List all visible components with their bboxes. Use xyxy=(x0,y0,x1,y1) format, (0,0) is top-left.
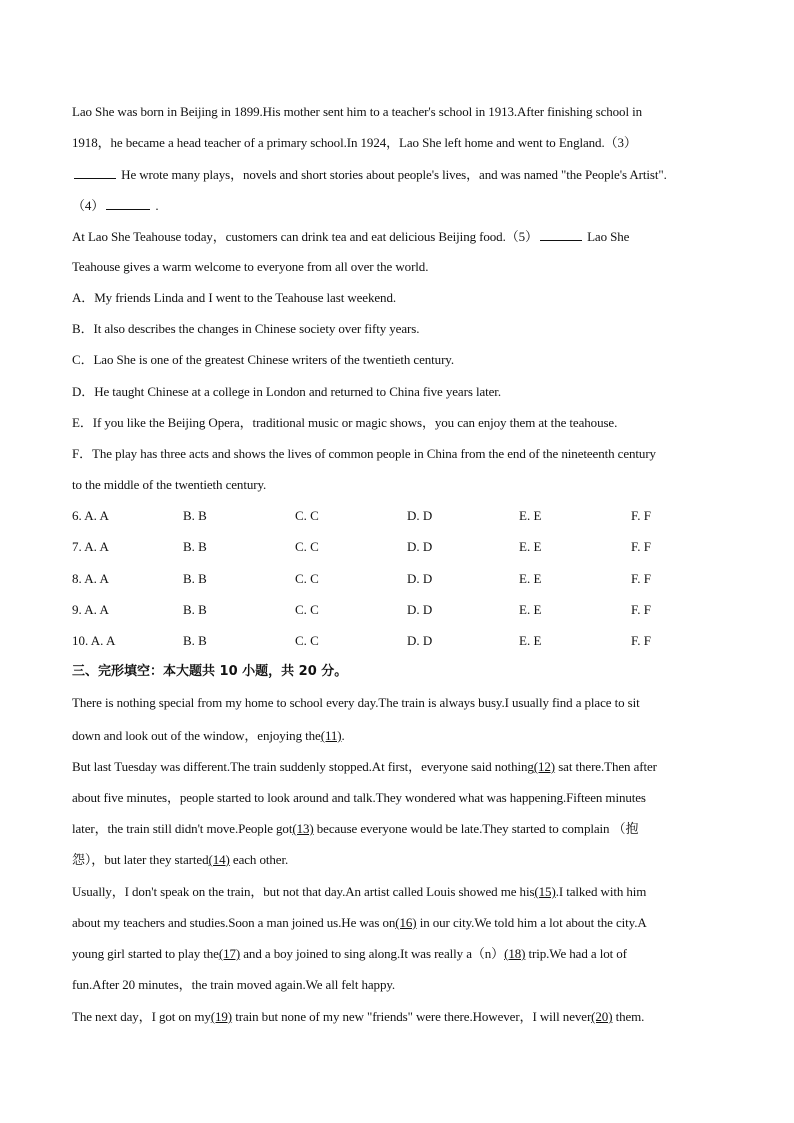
choice-text: A．My friends Linda and I went to the Teahouse last weekend. xyxy=(72,290,397,305)
option-b[interactable]: B. B xyxy=(183,539,207,554)
cloze-text: train but none of my new "friends" were there.However，I will never xyxy=(232,1009,592,1024)
option-f[interactable]: F. F xyxy=(631,633,651,648)
cloze-text: because everyone would be late.They started to complain （抱 xyxy=(313,821,639,836)
choice-e xyxy=(72,414,732,432)
choice-f xyxy=(72,445,732,463)
choice-f-continued xyxy=(72,476,732,494)
choice-text: C．Lao She is one of the greatest Chinese writers of the twentieth century. xyxy=(72,352,455,367)
option-d[interactable]: D. D xyxy=(407,508,433,523)
cloze-text: Usually，I don't speak on the train，but not that day.An artist called Louis showed me his xyxy=(72,884,535,899)
choice-c xyxy=(72,351,732,369)
passage-line-4 xyxy=(72,196,732,215)
option-c[interactable]: C. C xyxy=(295,602,319,617)
blank-4 xyxy=(106,196,150,210)
option-f[interactable]: F. F xyxy=(631,539,651,554)
cloze-line-4 xyxy=(72,789,732,807)
blank-3 xyxy=(74,165,116,179)
cloze-text: sat there.Then after xyxy=(555,759,657,774)
cloze-text: fun.After 20 minutes，the train moved again.We all felt happy. xyxy=(72,977,396,992)
cloze-line-11 xyxy=(72,1008,732,1026)
cloze-text: There is nothing special from my home to school every day.The train is always busy.I usually find a place to sit xyxy=(72,695,640,710)
cloze-text: The next day，I got on my xyxy=(72,1009,211,1024)
cloze-line-8 xyxy=(72,914,732,932)
option-e[interactable]: E. E xyxy=(519,539,542,554)
option-f[interactable]: F. F xyxy=(631,571,651,586)
passage-line-1 xyxy=(72,103,732,121)
cloze-line-10 xyxy=(72,976,732,994)
option-a[interactable]: 9. A. A xyxy=(72,602,109,617)
option-b[interactable]: B. B xyxy=(183,633,207,648)
cloze-text: trip.We had a lot of xyxy=(525,946,627,961)
section-title: 三、完形填空：本大题共 10 小题，共 20 分。 xyxy=(72,664,348,679)
cloze-text: about my teachers and studies.Soon a man joined us.He was on xyxy=(72,915,396,930)
option-d[interactable]: D. D xyxy=(407,633,433,648)
cloze-text: . xyxy=(341,728,345,743)
cloze-text: later，the train still didn't move.People got xyxy=(72,821,293,836)
option-e[interactable]: E. E xyxy=(519,602,542,617)
blank-19: (19) xyxy=(210,1009,233,1024)
blank-18: (18) xyxy=(504,946,526,961)
choice-text: to the middle of the twentieth century. xyxy=(72,477,267,492)
option-f[interactable]: F. F xyxy=(631,602,651,617)
cloze-text: and a boy joined to sing along.It was really a（n） xyxy=(240,946,505,961)
passage-text: Lao She was born in Beijing in 1899.His mother sent him to a teacher's school in 1913.After finishing school in xyxy=(72,104,643,119)
option-c[interactable]: C. C xyxy=(295,508,319,523)
cloze-line-3 xyxy=(72,758,732,776)
choice-d xyxy=(72,383,732,401)
cloze-line-6 xyxy=(72,851,732,869)
cloze-line-9 xyxy=(72,945,732,963)
blank-5 xyxy=(540,227,582,241)
passage-text: Teahouse gives a warm welcome to everyone from all over the world. xyxy=(72,259,429,274)
blank-20: (20) xyxy=(591,1009,613,1024)
passage-line-6 xyxy=(72,258,732,276)
passage-text: Lao She xyxy=(583,229,630,244)
blank-15: (15) xyxy=(534,884,556,899)
option-c[interactable]: C. C xyxy=(295,633,319,648)
option-d[interactable]: D. D xyxy=(407,571,433,586)
option-e[interactable]: E. E xyxy=(519,508,542,523)
cloze-line-1 xyxy=(72,694,732,712)
cloze-text: in our city.We told him a lot about the city.A xyxy=(416,915,647,930)
choice-text: F．The play has three acts and shows the lives of common people in China from the end of the nineteenth century xyxy=(72,446,656,461)
passage-text: 1918，he became a head teacher of a primary school.In 1924，Lao She left home and went to England.（3） xyxy=(72,135,637,150)
option-c[interactable]: C. C xyxy=(295,539,319,554)
passage-line-3 xyxy=(72,165,732,184)
passage-line-2 xyxy=(72,134,732,152)
choice-text: D．He taught Chinese at a college in London and returned to China five years later. xyxy=(72,384,501,399)
blank-14: (14) xyxy=(208,852,230,867)
cloze-text: young girl started to play the xyxy=(72,946,219,961)
choice-text: E．If you like the Beijing Opera，traditional music or magic shows，you can enjoy them at the teahouse. xyxy=(72,415,618,430)
blank-label-4: （4） xyxy=(72,198,105,213)
blank-17: (17) xyxy=(218,946,241,961)
cloze-text: But last Tuesday was different.The train suddenly stopped.At first，everyone said nothing xyxy=(72,759,534,774)
cloze-line-5 xyxy=(72,820,732,838)
choice-text: B．It also describes the changes in Chinese society over fifty years. xyxy=(72,321,420,336)
option-f[interactable]: F. F xyxy=(631,508,651,523)
cloze-text: .I talked with him xyxy=(555,884,647,899)
passage-text: He wrote many plays，novels and short stories about people's lives，and was named "the People's Artist". xyxy=(118,167,667,182)
cloze-text: 怨），but later they started xyxy=(72,852,209,867)
blank-12: (12) xyxy=(533,759,556,774)
option-c[interactable]: C. C xyxy=(295,571,319,586)
option-a[interactable]: 6. A. A xyxy=(72,508,109,523)
option-a[interactable]: 8. A. A xyxy=(72,571,109,586)
choice-a xyxy=(72,289,732,307)
passage-text: . xyxy=(152,198,159,213)
option-b[interactable]: B. B xyxy=(183,508,207,523)
option-d[interactable]: D. D xyxy=(407,602,433,617)
option-d[interactable]: D. D xyxy=(407,539,433,554)
option-a[interactable]: 10. A. A xyxy=(72,633,116,648)
blank-16: (16) xyxy=(395,915,417,930)
option-e[interactable]: E. E xyxy=(519,633,542,648)
cloze-line-2 xyxy=(72,727,732,745)
blank-11: (11) xyxy=(320,728,342,743)
cloze-text: down and look out of the window，enjoying the xyxy=(72,728,321,743)
cloze-text: about five minutes，people started to look around and talk.They wondered what was happening.Fifteen minutes xyxy=(72,790,646,805)
option-b[interactable]: B. B xyxy=(183,571,207,586)
option-e[interactable]: E. E xyxy=(519,571,542,586)
cloze-line-7 xyxy=(72,883,732,901)
option-a[interactable]: 7. A. A xyxy=(72,539,109,554)
cloze-text: them. xyxy=(612,1009,645,1024)
blank-13: (13) xyxy=(292,821,314,836)
cloze-text: each other. xyxy=(229,852,289,867)
passage-line-5 xyxy=(72,227,732,246)
option-b[interactable]: B. B xyxy=(183,602,207,617)
passage-text: At Lao She Teahouse today，customers can drink tea and eat delicious Beijing food.（5） xyxy=(72,229,538,244)
choice-b xyxy=(72,320,732,338)
